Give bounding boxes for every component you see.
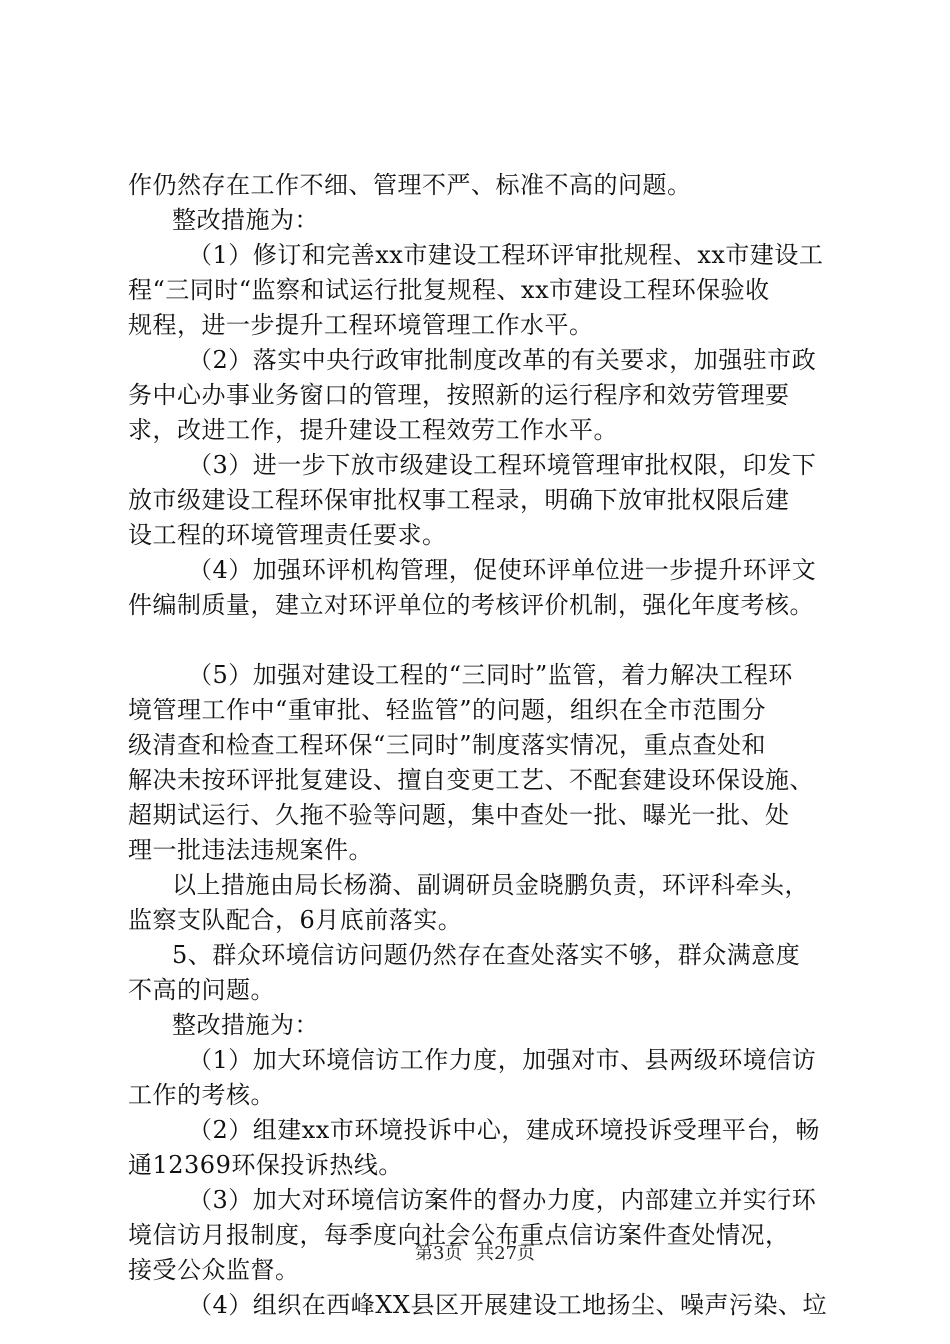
text-line: 工作的考核。 [128, 1081, 275, 1109]
text-line: （2）落实中央行政审批制度改革的有关要求，加强驻市政 [188, 346, 817, 374]
section-heading: 整改措施为： [172, 206, 319, 234]
text-line: 放市级建设工程环保审批权事工程录，明确下放审批权限后建 [128, 486, 790, 514]
text-line: （5）加强对建设工程的“三同时”监管，着力解决工程环 [188, 661, 793, 689]
paragraph-gap [128, 623, 858, 658]
text-line: 件编制质量，建立对环评单位的考核评价机制，强化年度考核。 [128, 591, 814, 619]
text-line: 不高的问题。 [128, 976, 275, 1004]
text-line: 超期试运行、久拖不验等问题，集中查处一批、曝光一批、处 [128, 801, 790, 829]
text-line: 务中心办事业务窗口的管理，按照新的运行程序和效劳管理要 [128, 381, 790, 409]
text-line: 设工程的环境管理责任要求。 [128, 521, 447, 549]
text-line: 境信访月报制度，每季度向社会公布重点信访案件查处情况， [128, 1221, 790, 1249]
text-line: （1）修订和完善xx市建设工程环评审批规程、xx市建设工 [188, 241, 824, 269]
text-line: 通12369环保投诉热线。 [128, 1151, 403, 1179]
text-line: （3）进一步下放市级建设工程环境管理审批权限，印发下 [188, 451, 817, 479]
section-heading: 整改措施为： [172, 1011, 319, 1039]
text-line: 程“三同时“监察和试运行批复规程、xx市建设工程环保验收 [128, 276, 770, 304]
text-line: 以上措施由局长杨漪、副调研员金晓鹏负责，环评科牵头， [172, 871, 809, 899]
text-line: （1）加大环境信访工作力度，加强对市、县两级环境信访 [188, 1046, 817, 1074]
page-footer [0, 1242, 950, 1266]
page-number: 第3页 [414, 1243, 463, 1264]
text-line: （2）组建xx市环境投诉中心，建成环境投诉受理平台，畅 [188, 1116, 820, 1144]
text-line: （3）加大对环境信访案件的督办力度，内部建立并实行环 [188, 1186, 817, 1214]
text-line: 5、群众环境信访问题仍然存在查处落实不够，群众满意度 [172, 941, 801, 969]
text-line: （4）加强环评机构管理，促使环评单位进一步提升环评文 [188, 556, 817, 584]
text-line: 解决未按环评批复建设、擅自变更工艺、不配套建设环保设施、 [128, 766, 814, 794]
text-line: 规程，进一步提升工程环境管理工作水平。 [128, 311, 594, 339]
text-line: 作仍然存在工作不细、管理不严、标准不高的问题。 [128, 171, 692, 199]
text-line: 监察支队配合，6月底前落实。 [128, 906, 463, 934]
text-line: 境管理工作中“重审批、轻监管”的问题，组织在全市范围分 [128, 696, 767, 724]
text-line: 求，改进工作，提升建设工程效劳工作水平。 [128, 416, 618, 444]
text-line: （4）组织在西峰XX县区开展建设工地扬尘、噪声污染、垃 [188, 1291, 827, 1319]
page-total: 共27页 [476, 1243, 536, 1264]
text-line: 理一批违法违规案件。 [128, 836, 373, 864]
document-body [128, 168, 858, 1323]
text-line: 级清查和检查工程环保“三同时”制度落实情况，重点查处和 [128, 731, 767, 759]
text-line: 接受公众监督。 [128, 1256, 300, 1284]
